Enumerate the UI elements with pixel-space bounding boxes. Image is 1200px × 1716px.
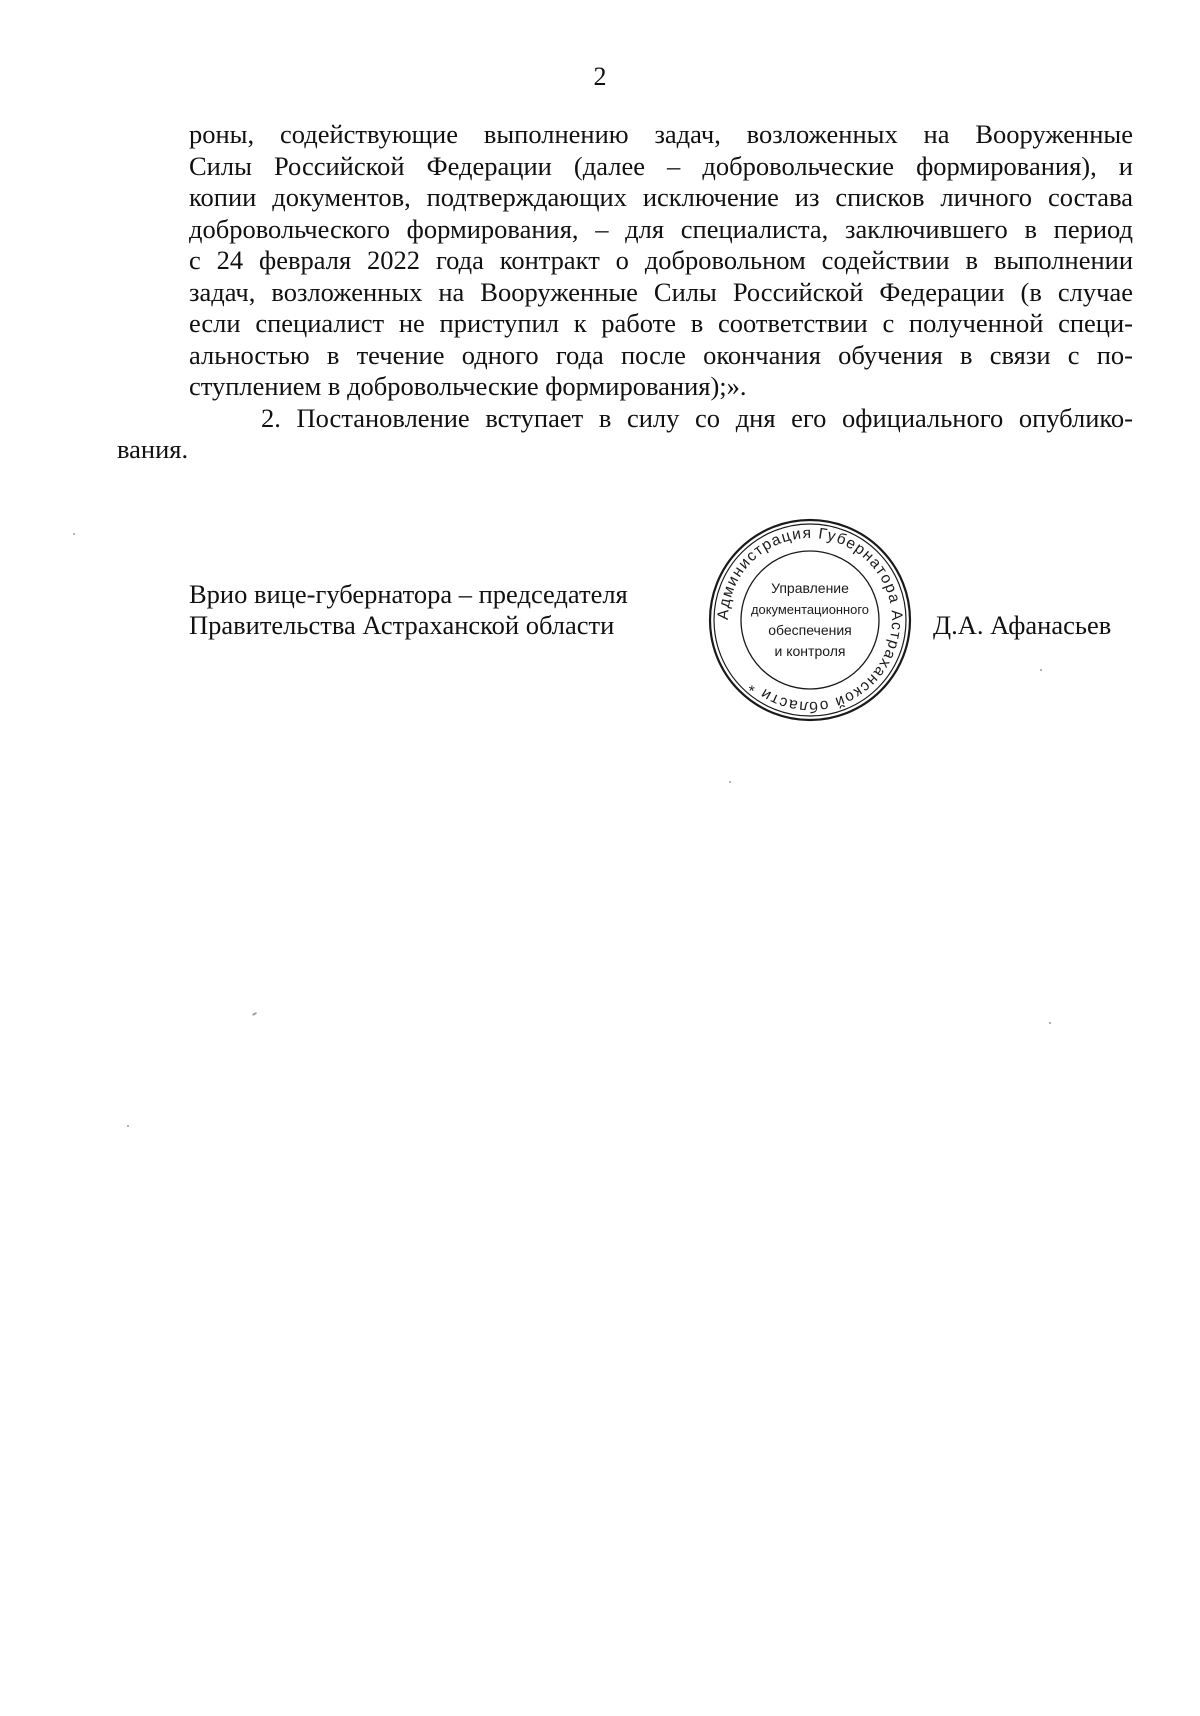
scan-speck: [252, 1012, 257, 1016]
official-seal-stamp: [705, 515, 915, 725]
body-line: задач, возложенных на Вооруженные Силы Российской Федерации (в случае: [189, 276, 1133, 307]
body-line: добровольческого формирования, – для специалиста, заключившего в период: [189, 213, 1133, 244]
scan-speck: [1040, 669, 1042, 671]
paragraph-continuation: [189, 119, 1133, 403]
svg-text:Администрация Губернатора Астр: [715, 525, 905, 715]
signatory-position-line-2: Правительства Астраханской области: [189, 610, 615, 640]
seal-inner-line-3: обеспечения: [768, 622, 852, 638]
signatory-position-line-1: Врио вице-губернатора – председателя: [189, 579, 628, 609]
signatory-name: Д.А. Афанасьев: [933, 610, 1112, 640]
body-line: альностью в течение одного года после окончания обучения в связи с по-: [189, 339, 1133, 370]
body-line: Силы Российской Федерации (далее – добровольческие формирования), и: [189, 150, 1133, 181]
scan-speck: [127, 1125, 129, 1127]
scan-speck: [1049, 1022, 1051, 1024]
seal-outer-text: Администрация Губернатора Астраханской области *: [714, 524, 906, 716]
body-line: вания.: [117, 434, 189, 464]
body-line: ступлением в добровольческие формирования);».: [189, 371, 747, 401]
signatory-position: [189, 579, 628, 641]
body-line: роны, содействующие выполнению задач, возложенных на Вооруженные: [189, 119, 1133, 149]
scan-speck: [73, 533, 75, 535]
body-line: если специалист не приступил к работе в соответствии с полученной специ-: [189, 308, 1133, 338]
seal-inner-line-2: документационного: [751, 602, 869, 617]
paragraph-item-2: [117, 402, 1133, 466]
body-line: копии документов, подтверждающих исключение из списков личного состава: [189, 182, 1133, 212]
document-body: [117, 119, 1133, 466]
page-number: 2: [593, 62, 607, 91]
seal-inner-line-1: Управление: [771, 580, 849, 596]
body-line: 2. Постановление вступает в силу со дня его официального опублико-: [261, 402, 1133, 433]
scan-speck: [729, 781, 731, 783]
body-line: с 24 февраля 2022 года контракт о добровольном содействии в выполнении: [189, 245, 1133, 275]
seal-inner-line-4: и контроля: [774, 643, 846, 659]
